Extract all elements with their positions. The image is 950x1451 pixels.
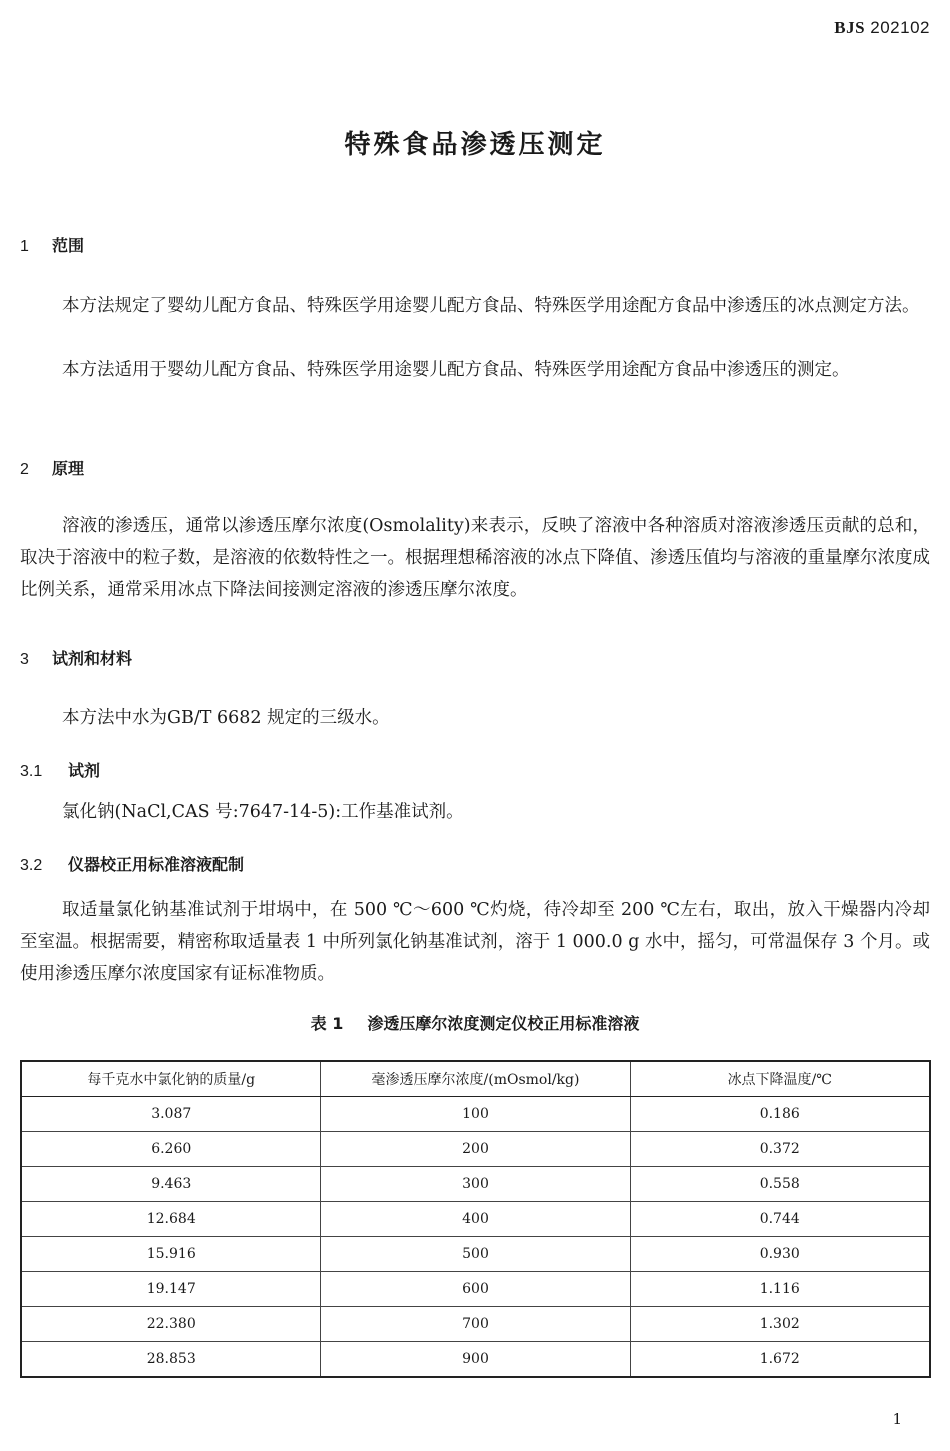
table-cell: 9.463 [21,1167,321,1202]
table-cell: 0.372 [630,1132,930,1167]
table-row [21,1272,930,1307]
reagents-intro-paragraph: 本方法中水为GB/T 6682 规定的三级水。 [62,708,390,728]
table-cell: 19.147 [21,1272,321,1307]
table-cell: 0.744 [630,1202,930,1237]
section-title: 原理 [52,459,85,478]
section-heading-reagent [20,758,100,781]
table-row [21,1342,930,1378]
column-header-osmolality: 毫渗透压摩尔浓度/(mOsmol/kg) [321,1061,630,1097]
table-cell: 100 [321,1097,630,1132]
section-heading-scope [20,233,84,256]
section-title: 范围 [52,236,85,255]
table-cell: 500 [321,1237,630,1272]
table-row [21,1132,930,1167]
table-row [21,1202,930,1237]
table-cell: 900 [321,1342,630,1378]
scope-paragraph-1: 本方法规定了婴幼儿配方食品、特殊医学用途婴儿配方食品、特殊医学用途配方食品中渗透压的冰点测定方法。 [62,296,920,316]
table-cell: 600 [321,1272,630,1307]
table-caption-title: 渗透压摩尔浓度测定仪校正用标准溶液 [367,1014,640,1033]
table-header-row [21,1061,930,1097]
table-caption-number: 表 1 [310,1014,344,1033]
section-title: 仪器校正用标准溶液配制 [68,855,245,874]
table-cell: 300 [321,1167,630,1202]
reagent-nacl-paragraph: 氯化钠(NaCl,CAS 号:7647-14-5):工作基准试剂。 [62,802,464,822]
table-cell: 200 [321,1132,630,1167]
document-code-prefix: BJS [834,18,866,37]
document-title: 特殊食品渗透压测定 [344,130,606,160]
section-number: 3 [20,651,29,668]
table-cell: 22.380 [21,1307,321,1342]
table-cell: 0.930 [630,1237,930,1272]
table-cell: 3.087 [21,1097,321,1132]
table-cell: 12.684 [21,1202,321,1237]
table-cell: 1.116 [630,1272,930,1307]
table-cell: 1.672 [630,1342,930,1378]
column-header-freezing-point: 冰点下降温度/℃ [630,1061,930,1097]
table-row [21,1237,930,1272]
section-title: 试剂 [68,761,101,780]
table-row [21,1097,930,1132]
standard-solution-table [20,1060,931,1378]
table-row [21,1167,930,1202]
table-cell: 0.558 [630,1167,930,1202]
section-heading-reagents [20,646,132,669]
table-cell: 400 [321,1202,630,1237]
principle-paragraph: 溶液的渗透压，通常以渗透压摩尔浓度(Osmolality)来表示，反映了溶液中各种溶质对溶液渗透压贡献的总和，取决于溶液中的粒子数，是溶液的依数特性之一。根据理想稀溶液的冰点下降值、渗透压值均与溶液的重量摩尔浓度成比例关系，通常采用冰点下降法间接测定溶液的渗透压摩尔浓度。 [20,516,930,600]
page-number: 1 [892,1410,902,1428]
table-caption [0,1011,950,1034]
section-heading-std-solution [20,852,244,875]
section-number: 1 [20,238,29,255]
std-solution-paragraph: 取适量氯化钠基准试剂于坩埚中，在 500 ℃～600 ℃灼烧，待冷却至 200 ℃左右，取出，放入干燥器内冷却至室温。根据需要，精密称取适量表 1 中所列氯化钠基准试剂，溶于 1 000.0 g 水中，摇匀，可常温保存 3 个月。或使用渗透压摩尔浓度国家有证标准物质。 [20,900,930,984]
scope-paragraph-2: 本方法适用于婴幼儿配方食品、特殊医学用途婴儿配方食品、特殊医学用途配方食品中渗透压的测定。 [62,360,850,380]
document-code [834,18,930,38]
table-cell: 700 [321,1307,630,1342]
table-cell: 1.302 [630,1307,930,1342]
section-number: 3.2 [20,857,43,874]
section-number: 3.1 [20,763,43,780]
table-row [21,1307,930,1342]
section-title: 试剂和材料 [52,649,133,668]
table-cell: 15.916 [21,1237,321,1272]
document-code-number: 202102 [870,18,930,37]
table-cell: 0.186 [630,1097,930,1132]
table-cell: 6.260 [21,1132,321,1167]
table-cell: 28.853 [21,1342,321,1378]
section-heading-principle [20,456,84,479]
column-header-nacl-mass: 每千克水中氯化钠的质量/g [21,1061,321,1097]
section-number: 2 [20,461,29,478]
